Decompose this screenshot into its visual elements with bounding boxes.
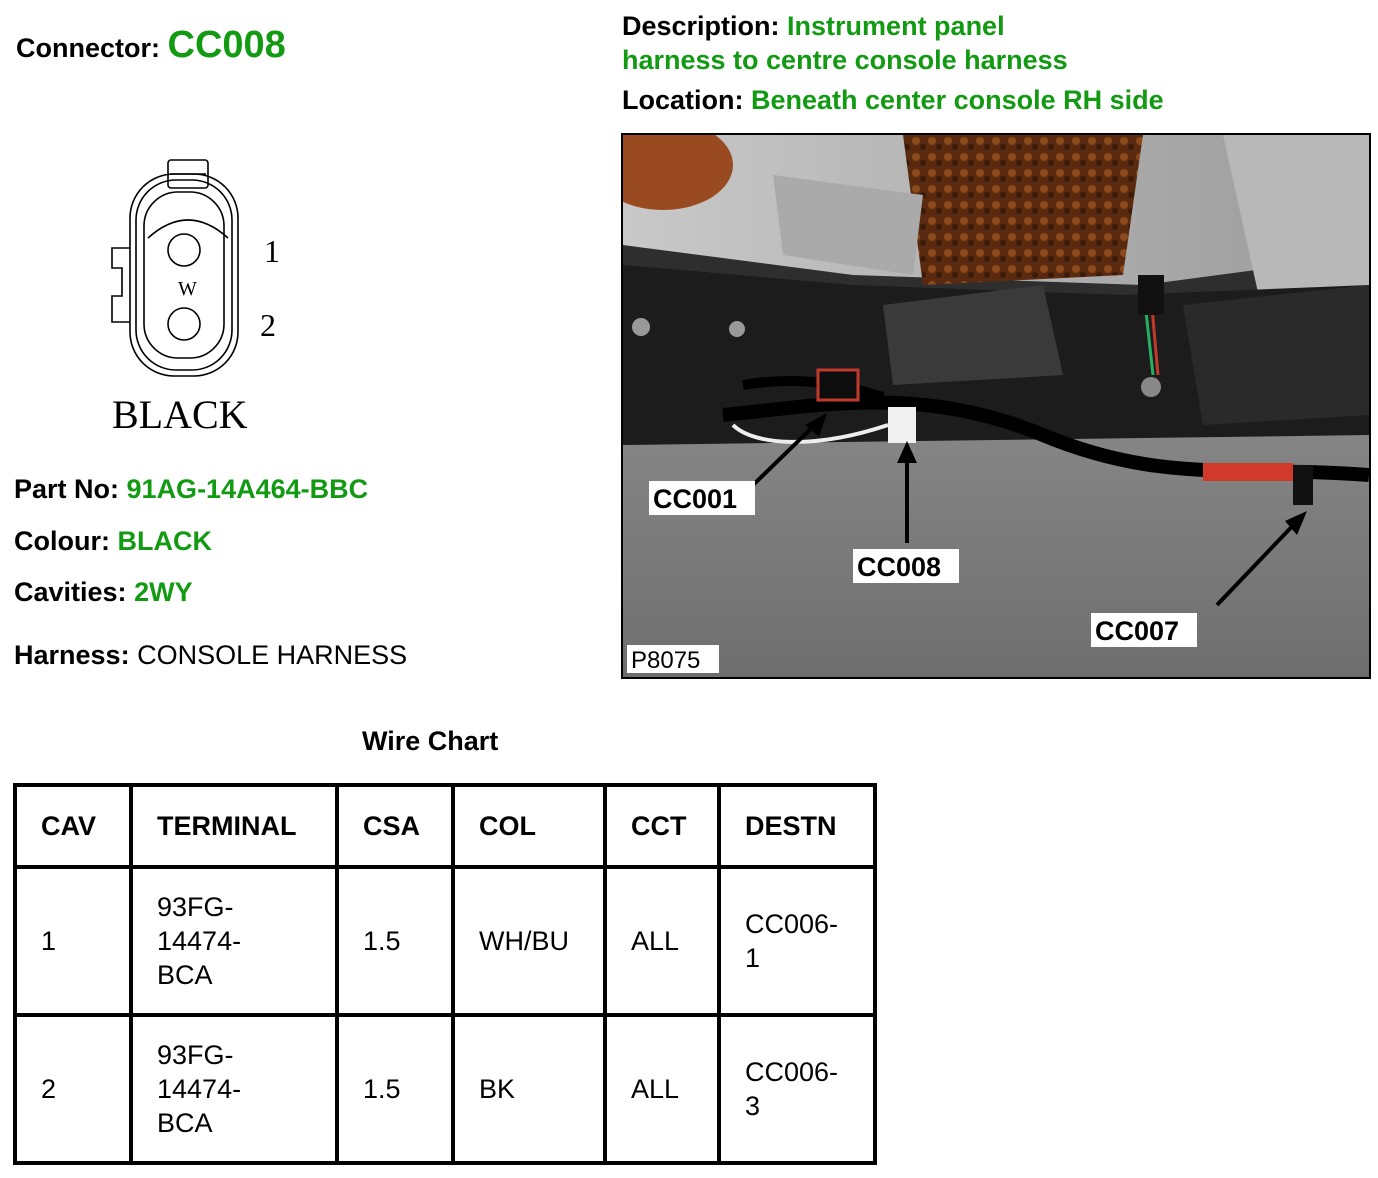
table-header-row <box>15 785 875 867</box>
wire-chart-title: Wire Chart <box>362 726 499 756</box>
cavities-value: 2WY <box>134 577 193 607</box>
location-photo <box>621 133 1371 679</box>
cavities-line <box>14 577 193 608</box>
terminal-line: BCA <box>157 1108 213 1138</box>
terminal-line: 14474- <box>157 1074 242 1104</box>
cell-destn <box>719 1015 875 1163</box>
cell-csa: 1.5 <box>337 867 453 1015</box>
header-cct: CCT <box>605 785 719 867</box>
callout-cc001: CC001 <box>653 484 738 514</box>
colour-label: Colour: <box>14 526 110 556</box>
cell-cct: ALL <box>605 867 719 1015</box>
cell-csa: 1.5 <box>337 1015 453 1163</box>
connector-heading <box>16 24 286 67</box>
terminal-line: 93FG- <box>157 1040 234 1070</box>
colour-value: BLACK <box>117 526 212 556</box>
location-value: Beneath center console RH side <box>751 85 1164 115</box>
description-line1: Instrument panel <box>787 11 1005 41</box>
header-csa: CSA <box>337 785 453 867</box>
key-mark: W <box>178 278 197 300</box>
cell-cct: ALL <box>605 1015 719 1163</box>
cell-col: BK <box>453 1015 605 1163</box>
table-row <box>15 867 875 1015</box>
cell-col: WH/BU <box>453 867 605 1015</box>
terminal-line: BCA <box>157 960 213 990</box>
cell-cav: 1 <box>15 867 131 1015</box>
destn-line: CC006- <box>745 1057 839 1087</box>
connector-label: Connector: <box>16 33 160 63</box>
cell-terminal <box>131 1015 337 1163</box>
colour-line <box>14 526 212 557</box>
destn-line: 1 <box>745 943 761 973</box>
table-row <box>15 1015 875 1163</box>
header-destn: DESTN <box>719 785 875 867</box>
cell-terminal <box>131 867 337 1015</box>
callout-cc007: CC007 <box>1095 616 1180 646</box>
description-line2: harness to centre console harness <box>622 45 1068 75</box>
harness-line <box>14 640 407 671</box>
harness-value: CONSOLE HARNESS <box>137 640 408 670</box>
location-label: Location: <box>622 85 744 115</box>
connector-colour-text: BLACK <box>112 392 248 437</box>
part-no-label: Part No: <box>14 474 120 504</box>
description-label: Description: <box>622 11 780 41</box>
part-no-value: 91AG-14A464-BBC <box>126 474 369 504</box>
destn-line: CC006- <box>745 909 839 939</box>
description-block <box>622 9 1068 77</box>
callout-cc008: CC008 <box>857 552 942 582</box>
pin-1-label: 1 <box>264 233 280 269</box>
header-col: COL <box>453 785 605 867</box>
terminal-line: 14474- <box>157 926 242 956</box>
harness-label: Harness: <box>14 640 130 670</box>
terminal-line: 93FG- <box>157 892 234 922</box>
cavities-label: Cavities: <box>14 577 127 607</box>
connector-face-icon <box>100 152 300 442</box>
part-no-line <box>14 474 368 505</box>
header-cav: CAV <box>15 785 131 867</box>
wire-chart-table <box>13 783 877 1165</box>
pin-2-label: 2 <box>260 307 276 343</box>
connector-id: CC008 <box>167 24 286 66</box>
header-terminal: TERMINAL <box>131 785 337 867</box>
destn-line: 3 <box>745 1091 761 1121</box>
cell-cav: 2 <box>15 1015 131 1163</box>
location-line <box>622 85 1164 116</box>
cell-destn <box>719 867 875 1015</box>
photo-reference: P8075 <box>631 647 701 674</box>
